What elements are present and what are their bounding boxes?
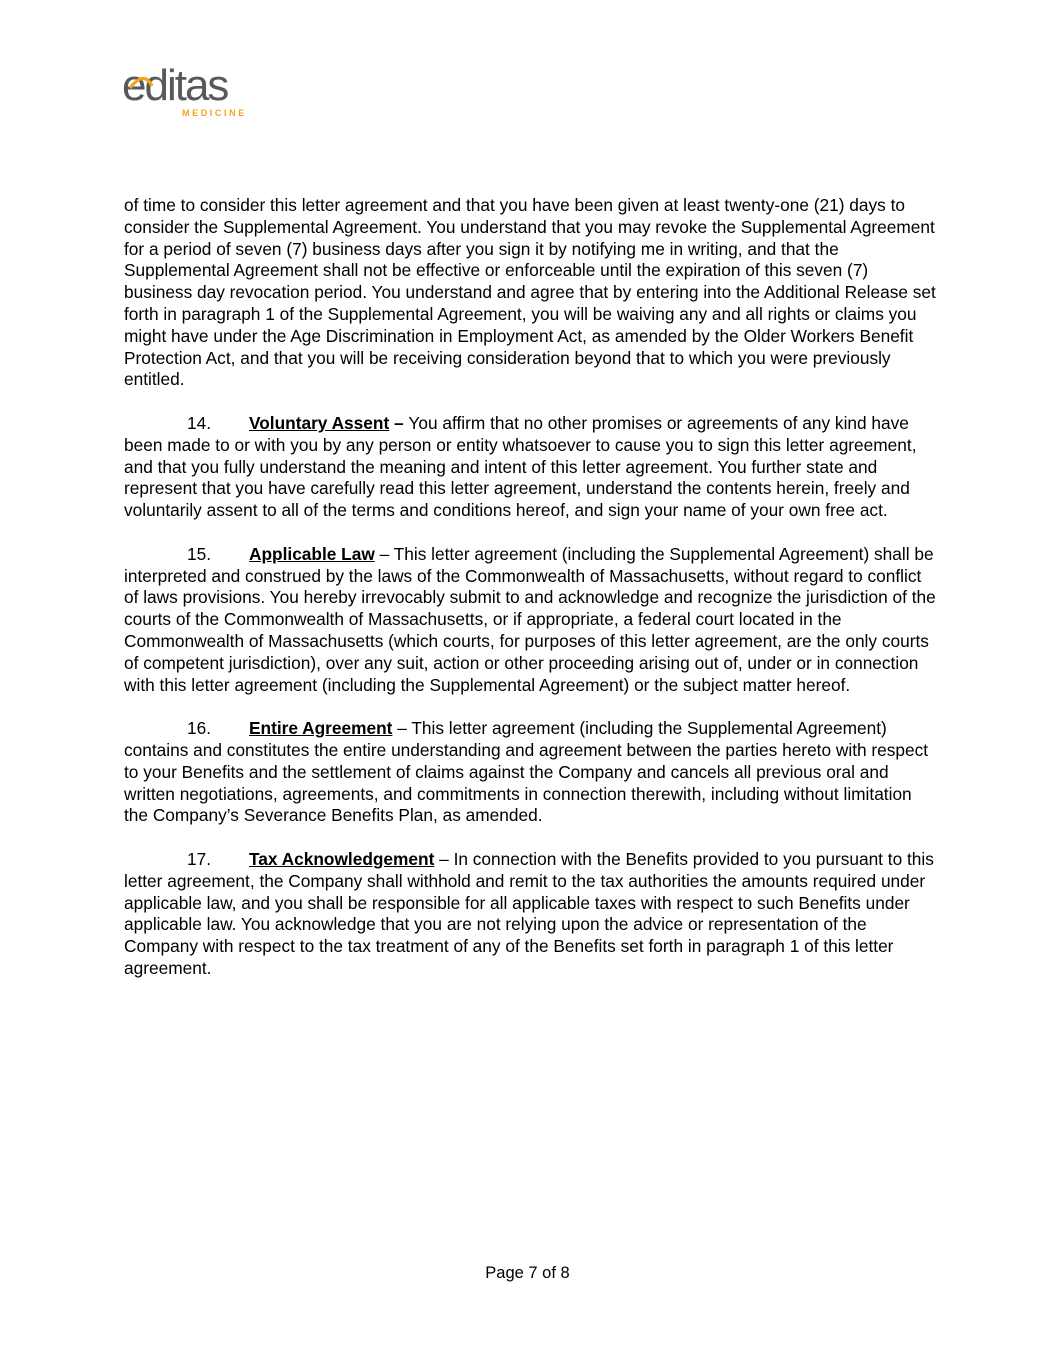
section-heading: Entire Agreement	[249, 718, 393, 739]
page-number: Page 7 of 8	[485, 1264, 570, 1282]
section-heading: Applicable Law	[249, 543, 375, 564]
section-14	[124, 413, 936, 522]
section-number: 17.	[187, 848, 212, 869]
page-footer	[0, 1264, 1055, 1283]
section-body: In connection with the Benefits provided to you pursuant to this letter agreement, the Company shall withhold and remit to the tax authorities the amounts required under applicable law, and you shall be responsible for all applicable taxes with respect to such Benefits under applicable law. You acknowledge that you are not relying upon the advice or representation of the Company with respect to the tax treatment of any of the Benefits set forth in paragraph 1 of this letter agreement.	[124, 848, 934, 978]
section-17	[124, 849, 936, 980]
section-separator: –	[392, 718, 412, 739]
section-15	[124, 544, 936, 697]
section-body: You affirm that no other promises or agreements of any kind have been made to or with you by any person or entity whatsoever to cause you to sign this letter agreement, and that you fully understand the meaning and intent of this letter agreement. You further state and represent that you have carefully read this letter agreement, understand the contents herein, freely and voluntarily assent to all of the terms and conditions hereof, and sign your name of your own free act.	[124, 412, 917, 521]
section-number: 14.	[187, 412, 212, 433]
editas-logo-icon	[122, 66, 262, 120]
section-number: 16.	[187, 718, 212, 739]
section-separator: –	[434, 848, 454, 869]
section-heading: Voluntary Assent	[249, 412, 390, 433]
section-separator: –	[374, 543, 394, 564]
intro-paragraph: of time to consider this letter agreement and that you have been given at least twenty-one (21) days to consider the Supplemental Agreement. You understand that you may revoke the Supplemental Agreement for a period of seven (7) business days after you sign it by notifying me in writing, and that the Supplemental Agreement shall not be effective or enforceable until the expiration of this seven (7) business day revocation period. You understand and agree that by entering into the Additional Release set forth in paragraph 1 of the Supplemental Agreement, you will be waiving any and all rights or claims you might have under the Age Discrimination in Employment Act, as amended by the Older Workers Benefit Protection Act, and that you will be receiving consideration beyond that to which you were previously entitled.	[124, 195, 936, 390]
section-16	[124, 718, 936, 827]
company-logo	[122, 66, 262, 120]
document-body	[124, 195, 936, 1001]
section-body: This letter agreement (including the Supplemental Agreement) shall be interpreted and construed by the laws of the Commonwealth of Massachusetts, without regard to conflict of laws provisions. You hereby irrevocably submit to and acknowledge and recognize the jurisdiction of the courts of the Commonwealth of Massachusetts, or if appropriate, a federal court located in the Commonwealth of Massachusetts (which courts, for purposes of this letter agreement, are the only courts of competent jurisdiction), over any suit, action or other proceeding arising out of, under or in connection with this letter agreement (including the Supplemental Agreement) or the subject matter hereof.	[124, 543, 936, 695]
logo-wordmark: editas	[122, 66, 228, 110]
section-heading: Tax Acknowledgement	[249, 848, 435, 869]
section-separator: –	[389, 412, 409, 433]
logo-subtitle: MEDICINE	[182, 108, 247, 118]
section-number: 15.	[187, 543, 212, 564]
section-body: This letter agreement (including the Supplemental Agreement) contains and constitutes the entire understanding and agreement between the parties hereto with respect to your Benefits and the settlement of claims against the Company and cancels all previous oral and written negotiations, agreements, and commitments in connection therewith, including without limitation the Company’s Severance Benefits Plan, as amended.	[124, 718, 929, 826]
